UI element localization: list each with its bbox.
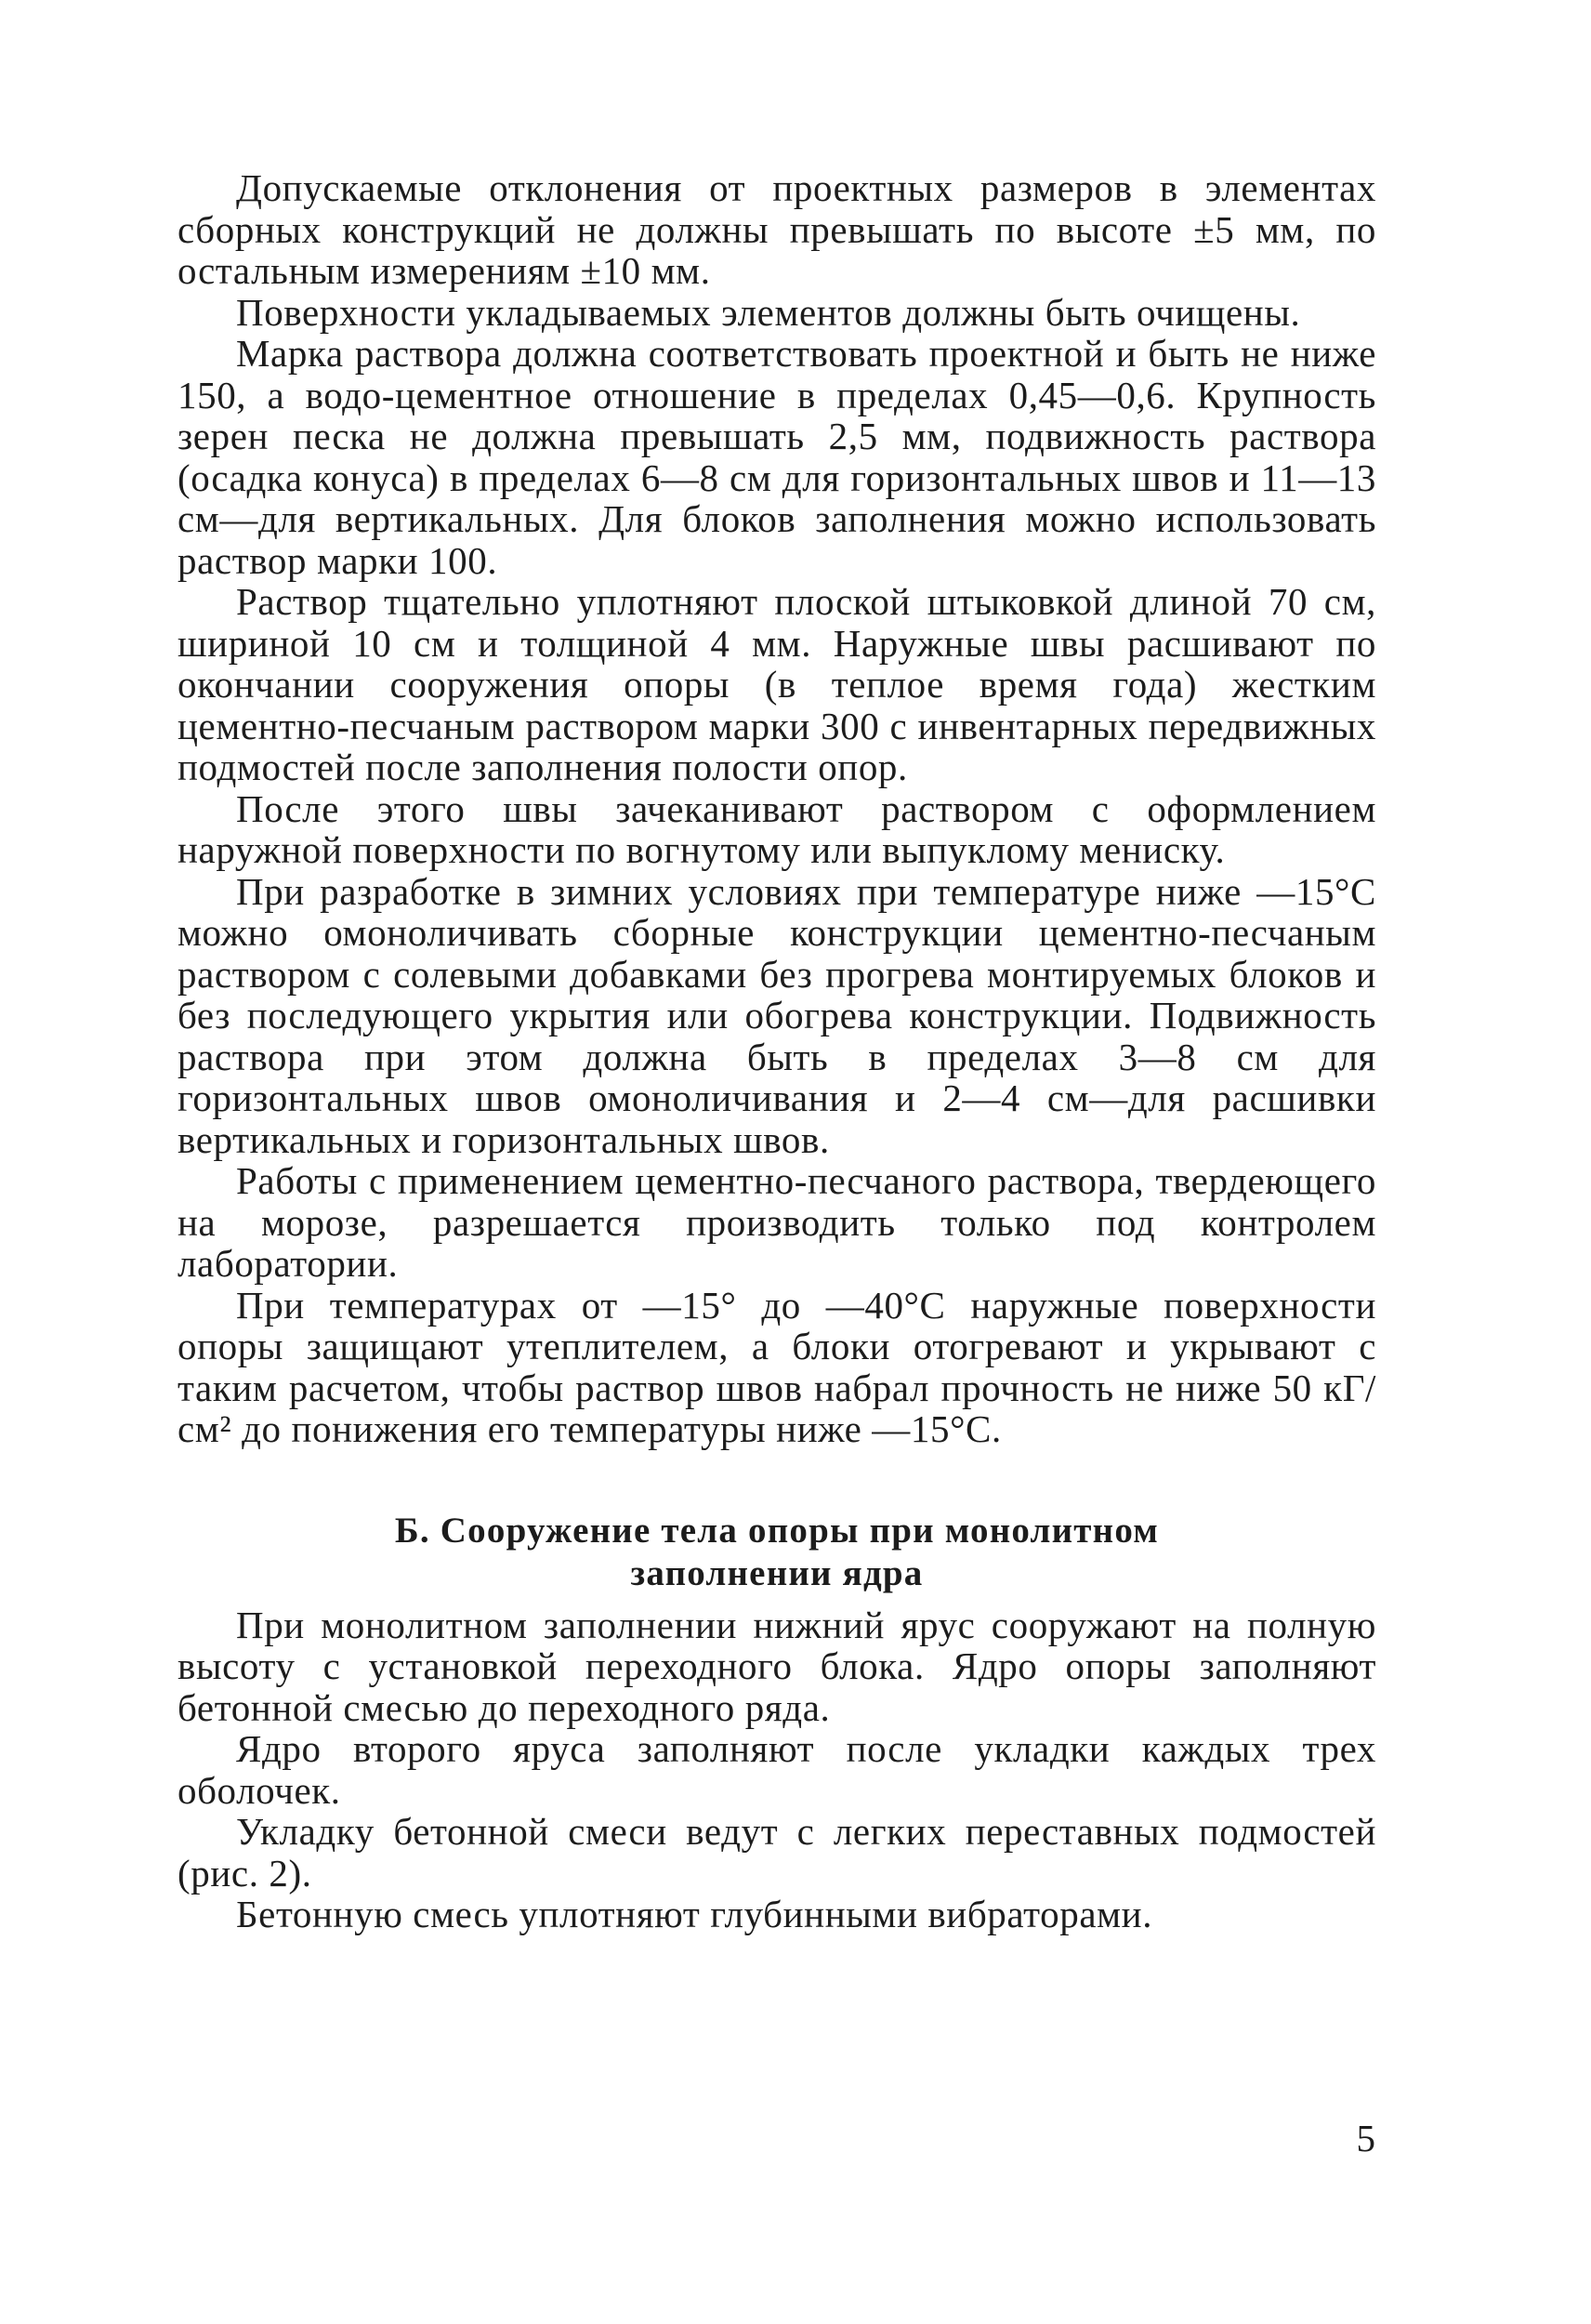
paragraph-insulation: При температурах от —15° до —40°С наружные поверхности опоры защищают утеплителем, а блоки отогревают и укрывают с таким расчетом, чтобы раствор швов набрал прочность не ниже 50 кГ/см² до понижения его температуры ниже —15°С. bbox=[178, 1283, 1376, 1450]
section-heading bbox=[178, 1510, 1376, 1595]
body-text bbox=[178, 167, 1376, 1935]
paragraph-tolerances: Допускаемые отклонения от проектных размеров в элементах сборных конструкций не должны превышать по высоте ±5 мм, по остальным измерениям ±10 мм. bbox=[178, 166, 1376, 292]
paragraph-mortar-grade: Марка раствора должна соответствовать проектной и быть не ниже 150, а водо-цементное отношение в пределах 0,45—0,6. Крупность зерен песка не должна превышать 2,5 мм, подвижность раствора (осадка конуса) в пределах 6—8 см для горизонтальных швов и 11—13 см—для вертикальных. Для блоков заполнения можно использовать раствор марки 100. bbox=[178, 332, 1376, 582]
paragraph-second-tier: Ядро второго яруса заполняют после укладки каждых трех оболочек. bbox=[178, 1727, 1376, 1812]
section-heading-line-1: Б. Сооружение тела опоры при монолитном bbox=[394, 1510, 1160, 1551]
paragraph-mortar-compaction: Раствор тщательно уплотняют плоской штыковкой длиной 70 см, шириной 10 см и толщиной 4 мм. Наружные швы расшивают по окончании сооружения опоры (в теплое время года) жестким цементно-песчаным раствором марки 300 с инвентарных передвижных подмостей после заполнения полости опор. bbox=[178, 580, 1376, 788]
paragraph-winter-conditions: При разработке в зимних условиях при температуре ниже —15°С можно омоноличивать сборные конструкции цементно-песчаным раствором с солевыми добавками без прогрева монтируемых блоков и без последующего укрытия или обогрева конструкции. Подвижность раствора при этом должна быть в пределах 3—8 см для горизонтальных швов омоноличивания и 2—4 см—для расшивки вертикальных и горизонтальных швов. bbox=[178, 869, 1376, 1161]
section-heading-line-2: заполнении ядра bbox=[630, 1552, 924, 1593]
paragraph-joint-caulking: После этого швы зачеканивают раствором с оформлением наружной поверхности по вогнутому или выпуклому мениску. bbox=[178, 786, 1376, 871]
paragraph-lab-control: Работы с применением цементно-песчаного раствора, твердеющего на морозе, разрешается производить только под контролем лаборатории. bbox=[178, 1159, 1376, 1285]
page-number: 5 bbox=[1356, 2117, 1375, 2159]
paragraph-surface-cleaning: Поверхности укладываемых элементов должны быть очищены. bbox=[236, 290, 1301, 334]
paragraph-vibration: Бетонную смесь уплотняют глубинными вибраторами. bbox=[236, 1893, 1153, 1935]
paragraph-concrete-laying: Укладку бетонной смеси ведут с легких переставных подмостей (рис. 2). bbox=[178, 1810, 1376, 1895]
paragraph-monolithic-fill: При монолитном заполнении нижний ярус сооружают на полную высоту с установкой переходного блока. Ядро опоры заполняют бетонной смесью до переходного ряда. bbox=[178, 1603, 1376, 1729]
